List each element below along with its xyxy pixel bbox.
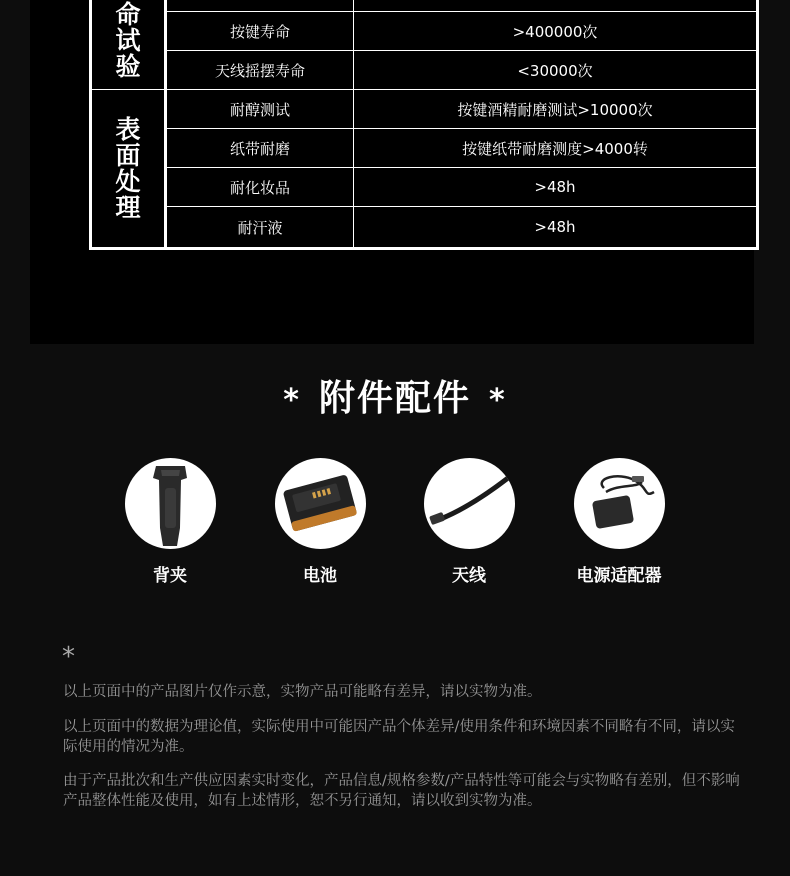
table-row-partial <box>91 0 758 12</box>
table-row <box>91 207 758 249</box>
table-row <box>91 129 758 168</box>
accessory-belt-clip <box>95 458 245 586</box>
value-cell: 按键纸带耐磨测度>4000转 <box>354 129 758 168</box>
table-cell <box>166 0 354 12</box>
section-title <box>0 370 790 421</box>
value-cell: 按键酒精耐磨测试>10000次 <box>354 90 758 129</box>
category-cell <box>91 0 166 90</box>
spec-panel <box>30 0 754 344</box>
battery-icon <box>275 458 366 549</box>
accessory-label: 背夹 <box>153 566 187 586</box>
item-cell: 耐化妆品 <box>166 168 354 207</box>
item-cell: 耐汗液 <box>166 207 354 249</box>
table-row <box>91 90 758 129</box>
accessory-battery <box>245 458 395 586</box>
accessory-label: 天线 <box>452 566 486 586</box>
item-cell: 按键寿命 <box>166 12 354 51</box>
note-line: 由于产品批次和生产供应因素实时变化，产品信息/规格参数/产品特性等可能会与实物略有差别，但不影响产品整体性能及使用，如有上述情形，恕不另行通知，请以收到实物为准。 <box>63 773 740 809</box>
belt-clip-icon <box>125 458 216 549</box>
item-cell: 耐醇测试 <box>166 90 354 129</box>
category-cell <box>91 90 166 249</box>
accessory-antenna <box>394 458 544 586</box>
antenna-icon <box>424 458 515 549</box>
accessory-power-adapter <box>544 458 694 586</box>
note-line: 以上页面中的产品图片仅作示意，实物产品可能略有差异，请以实物为准。 <box>63 684 542 700</box>
table-cell <box>354 0 758 12</box>
item-cell: 天线摇摆寿命 <box>166 51 354 90</box>
table-row <box>91 51 758 90</box>
value-cell: <30000次 <box>354 51 758 90</box>
table-row <box>91 168 758 207</box>
spec-table <box>89 0 759 250</box>
value-cell: >400000次 <box>354 12 758 51</box>
star-mark: * <box>283 382 301 418</box>
item-cell: 纸带耐磨 <box>166 129 354 168</box>
accessory-label: 电池 <box>303 566 337 586</box>
value-cell: >48h <box>354 207 758 249</box>
category-label: 表面处理 <box>115 114 141 222</box>
value-cell: >48h <box>354 168 758 207</box>
notes-star: * <box>62 642 75 672</box>
table-row <box>91 12 758 51</box>
section-title-text: 附件配件 <box>318 378 471 419</box>
category-label: 命试验 <box>115 0 141 81</box>
accessory-label: 电源适配器 <box>576 566 662 586</box>
power-adapter-icon <box>574 458 665 549</box>
star-mark: * <box>489 382 507 418</box>
note-line: 以上页面中的数据为理论值，实际使用中可能因产品个体差异/使用条件和环境因素不同略有不同，请以实际使用的情况为准。 <box>63 719 735 755</box>
